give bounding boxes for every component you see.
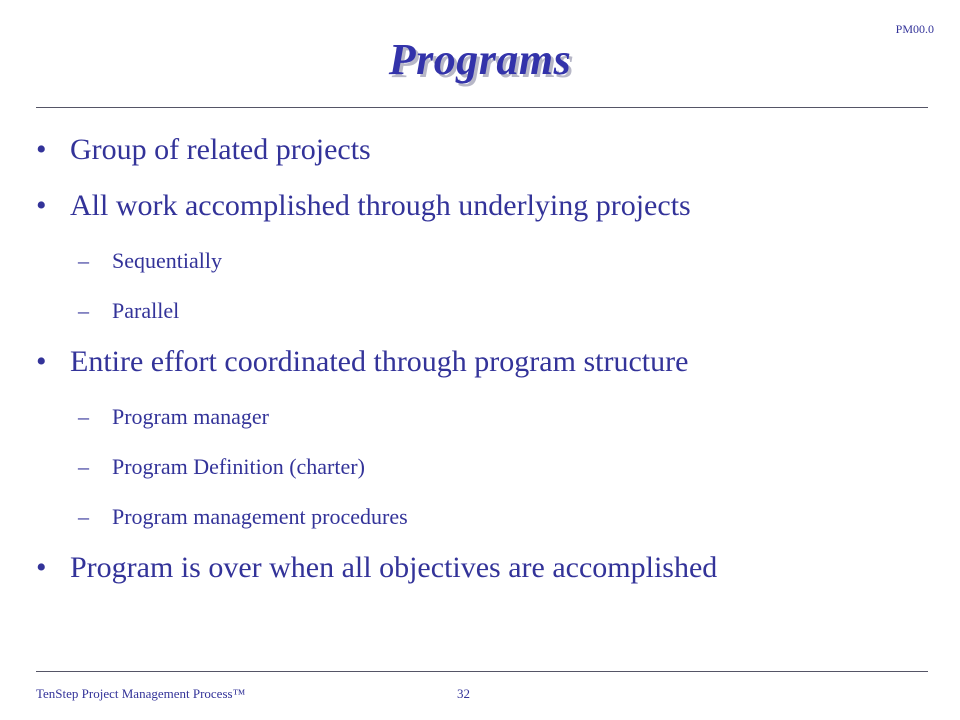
sub-bullet-text: Sequentially [112, 248, 222, 273]
bullet-marker: • [36, 133, 47, 166]
slide-title: Programs [388, 35, 572, 84]
sub-bullet-marker: – [78, 248, 89, 273]
footer-text: TenStep Project Management Process™ [36, 686, 246, 701]
bullet-item [36, 344, 926, 380]
bottom-divider [36, 671, 928, 672]
sub-bullet-text: Parallel [112, 298, 180, 323]
sub-bullet-marker: – [78, 504, 89, 529]
bullet-item [36, 188, 926, 224]
bullet-marker: • [36, 551, 47, 584]
sub-bullet-marker: – [78, 454, 89, 479]
sub-bullet-item [36, 504, 926, 530]
sub-bullet-item [36, 404, 926, 430]
bullet-item [36, 550, 926, 586]
top-divider [36, 107, 928, 108]
bullet-text: Program is over when all objectives are accomplished [70, 551, 718, 584]
bullet-item [36, 132, 926, 168]
sub-bullet-text: Program management procedures [112, 504, 408, 529]
sub-bullet-item [36, 298, 926, 324]
bullet-list [36, 130, 926, 586]
bullet-text: Group of related projects [70, 133, 371, 166]
sub-bullet-text: Program Definition (charter) [112, 454, 365, 479]
bullet-text: Entire effort coordinated through program structure [70, 345, 689, 378]
sub-bullet-marker: – [78, 298, 89, 323]
sub-bullet-item [36, 454, 926, 480]
page-number: 32 [457, 686, 470, 701]
bullet-text: All work accomplished through underlying projects [70, 189, 691, 222]
bullet-marker: • [36, 189, 47, 222]
sub-bullet-marker: – [78, 404, 89, 429]
sub-bullet-text: Program manager [112, 404, 269, 429]
sub-bullet-item [36, 248, 926, 274]
slide-code: PM00.0 [895, 22, 934, 36]
bullet-marker: • [36, 345, 47, 378]
